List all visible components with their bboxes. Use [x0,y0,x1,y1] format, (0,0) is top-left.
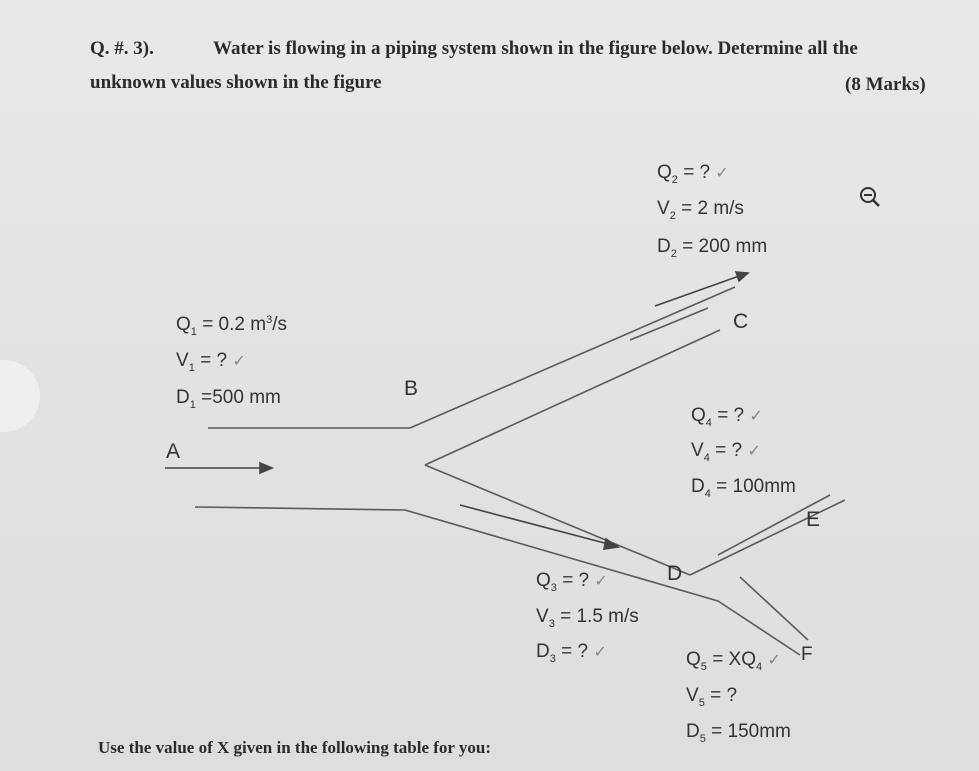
q5-label: $Q_5 = XQ_4$ ✓ [686,649,781,673]
d5-label: $D_5 = 150mm$ [686,721,791,745]
q2-label: $Q_2$ = ? ✓ [657,162,729,186]
v2-label: $V_2 = 2$ m/s [657,198,744,222]
q1-label: $Q_1 = 0.2$ $m^3/s$ [176,314,287,338]
question-number: Q. #. 3). [90,38,154,59]
node-e: E [806,508,821,531]
check-icon: ✓ [747,443,761,460]
check-icon: ✓ [749,408,763,425]
check-icon: ✓ [593,644,607,661]
pipe-4-lower-wall [690,500,845,575]
d2-label: $D_2 = 200$ mm [657,236,768,260]
pipe-1-lower-wall [195,507,405,510]
zoom-out-icon[interactable] [857,184,883,210]
node-c: C [733,310,749,333]
v4-label: $V_4$ = ? ✓ [691,440,761,464]
d4-label: $D_4 = 100mm$ [691,476,796,500]
check-icon: ✓ [594,573,608,590]
check-icon: ✓ [232,353,246,370]
d1-label: $D_1 =500$ mm [176,387,281,411]
d3-label: $D_3$ = ? ✓ [536,641,607,665]
pipe-5-upper-wall [740,577,808,640]
v1-label: $V_1$ = ? ✓ [176,350,246,374]
q3-label: $Q_3$ = ? ✓ [536,570,608,594]
pipe-2-lower-wall [425,330,720,465]
pipe-2-upper-wall [410,287,735,428]
question-text-line1: Water is flowing in a piping system shown in the figure below. Determine all the [213,38,858,59]
flow-arrowhead-c [736,272,748,281]
pipe-5-lower-wall [718,601,800,655]
check-icon: ✓ [715,165,729,182]
footer-note: Use the value of X given in the following table for you: [98,738,492,757]
node-b: B [404,377,419,400]
v5-label: $V_5$ = ? [686,685,738,709]
flow-arrow-c [655,275,742,306]
flow-arrowhead-a [260,463,272,473]
node-f: F [801,644,813,665]
pipe-3-upper-wall [425,465,690,575]
node-d: D [667,562,683,585]
question-text-line2: unknown values shown in the figure [90,72,382,93]
pipe-2-inner-wall [630,308,708,340]
v3-label: $V_3 = 1.5$ m/s [536,606,639,630]
question-marks: (8 Marks) [845,74,926,95]
check-icon: ✓ [767,652,781,669]
node-a: A [166,440,181,463]
q4-label: $Q_4$ = ? ✓ [691,405,763,429]
